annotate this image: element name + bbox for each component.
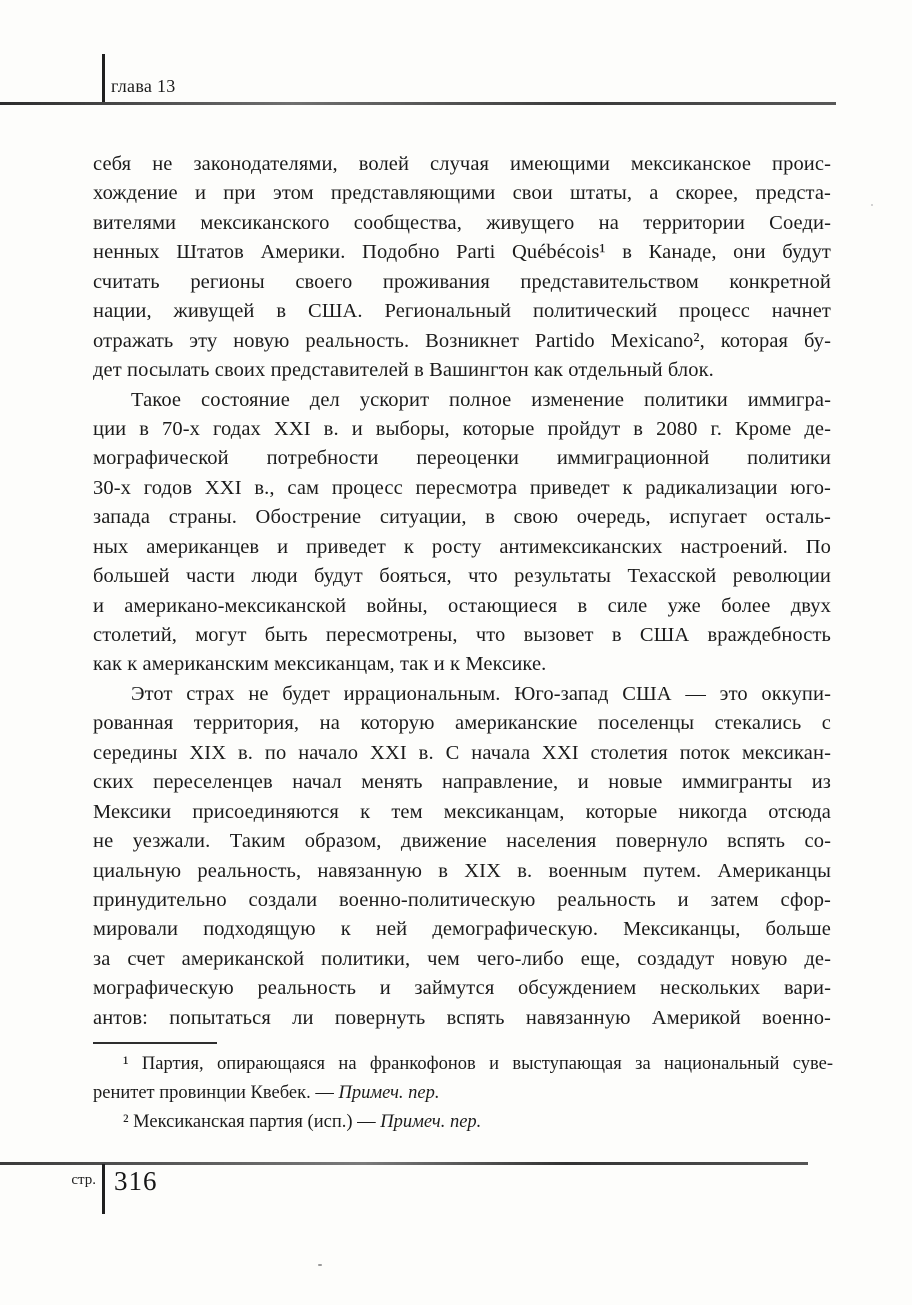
text-line: большей части люди будут бояться, что результаты Техасской революции [93,565,831,588]
body-text [93,150,831,1033]
footnote-line [93,1050,833,1079]
footer-vertical-bar [102,1164,105,1214]
text-line: середины XIX в. по начало XXI в. С начала XXI столетия поток мексикан- [93,741,831,764]
text-line: себя не законодателями, волей случая имеющими мексиканское проис- [93,153,831,175]
footnote-text-italic: Примеч. пер. [380,1112,482,1132]
text-line: вителями мексиканского сообщества, живущего на территории Соеди- [93,211,831,234]
scan-speck [318,1264,322,1266]
footnote-text: ² Мексиканская партия (исп.) — [123,1112,381,1132]
text-line: и американо-мексиканской войны, остающиеся в силе уже более двух [93,594,831,617]
text-line: рованная территория, на которую американские поселенцы стекались с [93,712,831,735]
text-line: не уезжали. Таким образом, движение населения повернуло вспять со- [93,830,831,853]
text-line: за счет американской политики, чем чего-либо еще, создадут новую де- [93,947,831,970]
text-line: Такое состояние дел ускорит полное изменение политики иммигра- [131,388,831,411]
footer-rule [0,1162,808,1165]
text-line: Этот страх не будет иррациональным. Юго-запад США — это оккупи- [131,682,831,705]
text-line: 30-х годов XXI в., сам процесс пересмотра приведет к радикализации юго- [93,476,831,499]
chapter-label: глава 13 [111,76,176,96]
text-line: ных американцев и приведет к росту антимексиканских настроений. По [93,535,831,558]
text-line: ции в 70-х годах XXI в. и выборы, которые пройдут в 2080 г. Кроме де- [93,417,831,440]
footnote-separator [93,1042,217,1044]
footnotes [93,1050,833,1137]
text-line: дет посылать своих представителей в Вашингтон как отдельный блок. [93,359,714,382]
footnote-line [93,1079,833,1108]
text-line: запада страны. Обострение ситуации, в свою очередь, испугает осталь- [93,506,831,529]
page-word-label: стр. [71,1172,96,1188]
paragraph [93,150,831,386]
text-line: столетий, могут быть пересмотрены, что вызовет в США враждебность [93,624,831,646]
scan-speck [871,204,873,206]
text-line: принудительно создали военно-политическую реальность и затем сфор- [93,888,831,911]
header-vertical-bar [102,54,105,105]
text-line: нации, живущей в США. Региональный политический процесс начнет [93,300,831,323]
footnote-text-italic: Примеч. пер. [338,1083,440,1103]
text-line: считать регионы своего проживания представительством конкретной [93,270,831,293]
text-line: антов: попытаться ли повернуть вспять навязанную Америкой военно- [93,1006,831,1029]
text-line: мографической потребности переоценки иммиграционной политики [93,447,831,470]
header-rule [0,102,836,105]
text-line: циальную реальность, навязанную в XIX в. военным путем. Американцы [93,859,831,882]
text-line: ненных Штатов Америки. Подобно Parti Québécois¹ в Канаде, они будут [93,241,831,264]
text-line: Мексики присоединяются к тем мексиканцам, которые никогда отсюда [93,800,831,823]
footnote-text: ¹ Партия, опирающаяся на франкофонов и выступающая за национальный суве- [123,1054,833,1074]
text-line: отражать эту новую реальность. Возникнет Partido Mexicano², которая бу- [93,329,831,352]
footnote-line [93,1108,833,1137]
text-line: ских переселенцев начал менять направление, и новые иммигранты из [93,771,831,794]
page-number: 316 [114,1166,158,1196]
text-line: мировали подходящую к ней демографическую. Мексиканцы, больше [93,918,831,941]
text-line: мографическую реальность и займутся обсуждением нескольких вари- [93,977,831,1000]
paragraph [93,386,831,680]
text-line: хождение и при этом представляющими свои штаты, а скорее, предста- [93,182,831,205]
footnote-text: ренитет провинции Квебек. — [93,1083,339,1103]
paragraph [93,680,831,1033]
text-line: как к американским мексиканцам, так и к Мексике. [93,653,547,676]
